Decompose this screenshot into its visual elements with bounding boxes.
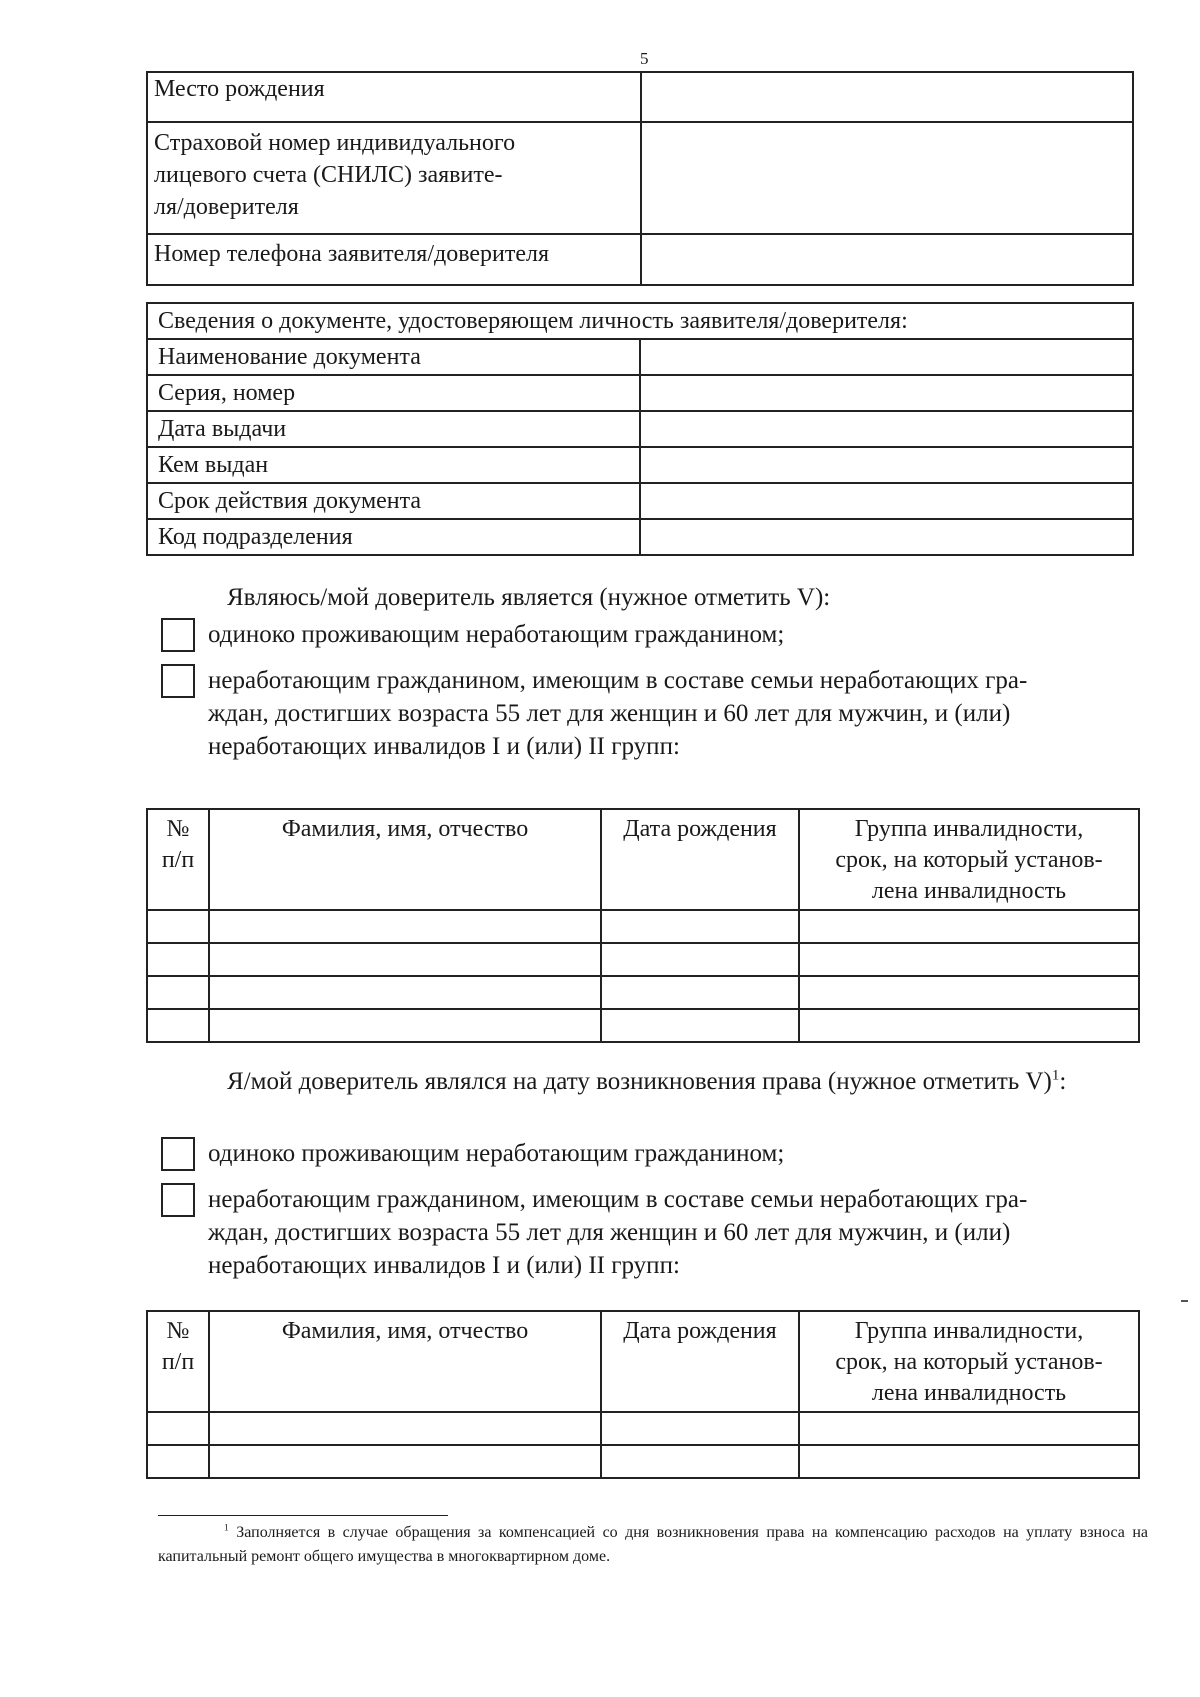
applicant-info-table	[146, 71, 1134, 286]
column-header-number: № п/п	[147, 1311, 209, 1412]
validity-field[interactable]	[640, 483, 1133, 519]
single-resident-checkbox-past[interactable]	[161, 1137, 195, 1171]
series-number-label: Серия, номер	[147, 375, 640, 411]
table-cell[interactable]	[799, 1445, 1139, 1478]
table-cell[interactable]	[209, 910, 601, 943]
table-cell[interactable]	[799, 943, 1139, 976]
page-number: 5	[640, 49, 649, 68]
table-cell[interactable]	[601, 943, 799, 976]
single-resident-label: одиноко проживающим неработающим гражданином;	[208, 621, 785, 648]
issue-date-label: Дата выдачи	[147, 411, 640, 447]
table-cell[interactable]	[209, 976, 601, 1009]
table-cell[interactable]	[209, 1412, 601, 1445]
table-cell[interactable]	[601, 1412, 799, 1445]
column-header-number: № п/п	[147, 809, 209, 910]
section1-intro: Являюсь/мой доверитель является (нужное отметить V):	[227, 584, 831, 611]
footnote-reference: 1	[1051, 1067, 1060, 1084]
table-cell[interactable]	[209, 1009, 601, 1042]
validity-label: Срок действия документа	[147, 483, 640, 519]
table-row	[147, 375, 1133, 411]
column-header-birth-date: Дата рождения	[601, 1311, 799, 1412]
division-code-label: Код подразделения	[147, 519, 640, 555]
table-row	[147, 447, 1133, 483]
table-row	[147, 910, 1139, 943]
section2-intro-end: :	[1059, 1068, 1067, 1095]
issued-by-field[interactable]	[640, 447, 1133, 483]
family-members-table-past	[146, 1310, 1140, 1479]
margin-mark	[1181, 1300, 1188, 1302]
table-cell[interactable]	[209, 943, 601, 976]
table-cell[interactable]	[601, 910, 799, 943]
single-resident-checkbox[interactable]	[161, 618, 195, 652]
table-cell[interactable]	[799, 1009, 1139, 1042]
table-cell[interactable]	[147, 943, 209, 976]
document-name-field[interactable]	[640, 339, 1133, 375]
table-cell[interactable]	[799, 976, 1139, 1009]
birthplace-label: Место рождения	[147, 72, 641, 122]
table-row	[147, 234, 1133, 285]
table-row	[147, 976, 1139, 1009]
table-row	[147, 72, 1133, 122]
single-resident-label-past: одиноко проживающим неработающим гражданином;	[208, 1140, 785, 1167]
issue-date-field[interactable]	[640, 411, 1133, 447]
table-cell[interactable]	[147, 1445, 209, 1478]
division-code-field[interactable]	[640, 519, 1133, 555]
family-checkbox-past[interactable]	[161, 1183, 195, 1217]
family-checkbox[interactable]	[161, 664, 195, 698]
snils-field[interactable]	[641, 122, 1133, 234]
table-header-row	[147, 1311, 1139, 1412]
table-cell[interactable]	[209, 1445, 601, 1478]
column-header-disability: Группа инвалидности, срок, на который установ- лена инвалидность	[799, 1311, 1139, 1412]
section2-intro-text: Я/мой доверитель являлся на дату возникновения права (нужное отметить V)	[227, 1068, 1052, 1095]
table-cell[interactable]	[147, 1412, 209, 1445]
issued-by-label: Кем выдан	[147, 447, 640, 483]
family-label-past: неработающим гражданином, имеющим в составе семьи неработающих гра- ждан, достигших возраста 55 лет для женщин и 60 лет для мужчин, и (или) неработающих инвалидов I и (или) II групп:	[208, 1186, 1028, 1279]
table-header-row	[147, 809, 1139, 910]
birthplace-field[interactable]	[641, 72, 1133, 122]
footnote	[158, 1521, 1148, 1569]
section2-intro	[158, 1065, 1148, 1098]
column-header-birth-date: Дата рождения	[601, 809, 799, 910]
table-row	[147, 122, 1133, 234]
identity-document-table	[146, 302, 1134, 556]
table-cell[interactable]	[601, 1445, 799, 1478]
table-cell[interactable]	[601, 1009, 799, 1042]
phone-label: Номер телефона заявителя/доверителя	[147, 234, 641, 285]
family-members-table	[146, 808, 1140, 1043]
table-cell[interactable]	[601, 976, 799, 1009]
identity-document-header: Сведения о документе, удостоверяющем личность заявителя/доверителя:	[147, 303, 1133, 339]
phone-field[interactable]	[641, 234, 1133, 285]
table-row	[147, 943, 1139, 976]
table-row	[147, 519, 1133, 555]
column-header-full-name: Фамилия, имя, отчество	[209, 1311, 601, 1412]
column-header-disability: Группа инвалидности, срок, на который установ- лена инвалидность	[799, 809, 1139, 910]
family-label: неработающим гражданином, имеющим в составе семьи неработающих гра- ждан, достигших возраста 55 лет для женщин и 60 лет для мужчин, и (или) неработающих инвалидов I и (или) II групп:	[208, 667, 1028, 760]
footnote-text: Заполняется в случае обращения за компенсацией со дня возникновения права на компенсацию расходов на уплату взноса на капитальный ремонт общего имущества в многоквартирном доме.	[158, 1524, 1149, 1565]
table-cell[interactable]	[799, 1412, 1139, 1445]
footnote-divider	[158, 1515, 448, 1516]
table-cell[interactable]	[799, 910, 1139, 943]
column-header-full-name: Фамилия, имя, отчество	[209, 809, 601, 910]
table-row	[147, 483, 1133, 519]
table-row	[147, 339, 1133, 375]
document-name-label: Наименование документа	[147, 339, 640, 375]
table-cell[interactable]	[147, 910, 209, 943]
table-header-row	[147, 303, 1133, 339]
table-row	[147, 1009, 1139, 1042]
footnote-mark: 1	[224, 1522, 229, 1534]
table-row	[147, 1445, 1139, 1478]
series-number-field[interactable]	[640, 375, 1133, 411]
table-cell[interactable]	[147, 1009, 209, 1042]
table-cell[interactable]	[147, 976, 209, 1009]
table-row	[147, 411, 1133, 447]
table-row	[147, 1412, 1139, 1445]
snils-label: Страховой номер индивидуального лицевого счета (СНИЛС) заявите- ля/доверителя	[147, 122, 641, 234]
